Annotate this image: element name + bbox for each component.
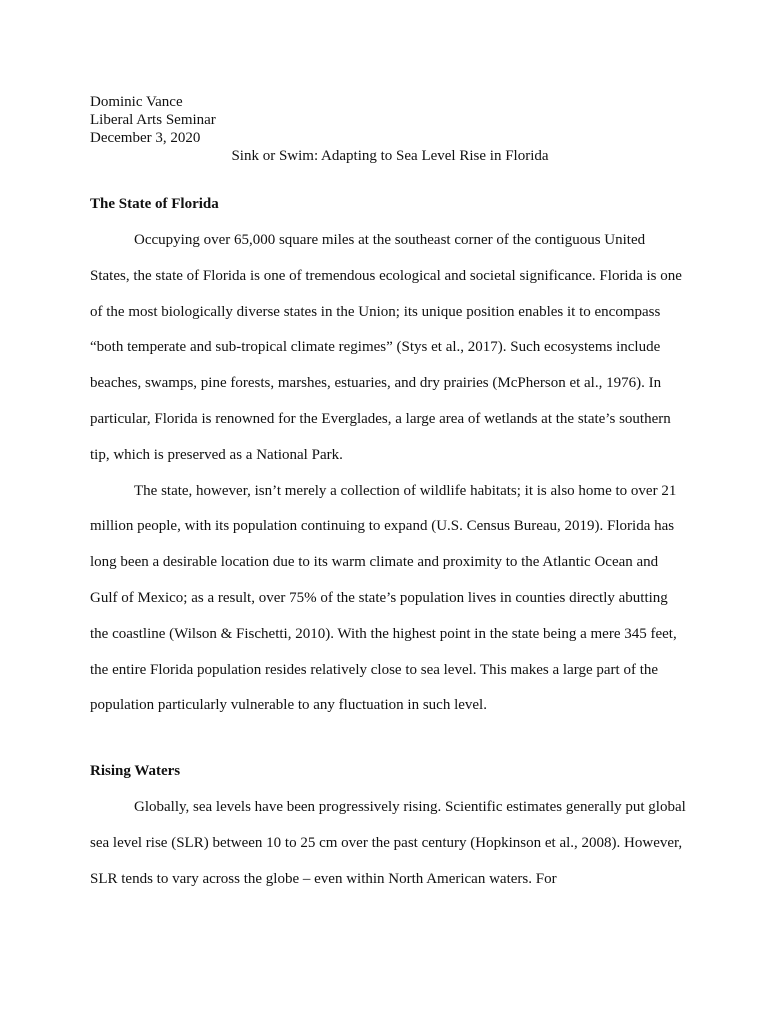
document-title: Sink or Swim: Adapting to Sea Level Rise in Florida [231,148,549,164]
body-paragraph: Occupying over 65,000 square miles at the southeast corner of the contiguous United States, the state of Florida is one of tremendous ecological and societal significance. Florida is one of the most biologically diverse states in the Union; its unique position enables it to encompass “both temperate and sub-tropical climate regimes” (Stys et al., 2017). Such ecosystems include beaches, swamps, pine forests, marshes, estuaries, and dry prairies (McPherson et al., 1976). In particular, Florida is renowned for the Everglades, a large area of wetlands at the state’s southern tip, which is preserved as a National Park. [90,232,682,463]
author-name: Dominic Vance [90,94,183,110]
document-date: December 3, 2020 [90,130,201,146]
body-paragraph: Globally, sea levels have been progressively rising. Scientific estimates generally put global sea level rise (SLR) between 10 to 25 cm over the past century (Hopkinson et al., 2008). However, SLR tends to vary across the globe – even within North American waters. For [90,799,686,887]
course-name: Liberal Arts Seminar [90,112,216,128]
body-paragraph: The state, however, isn’t merely a collection of wildlife habitats; it is also home to over 21 million people, with its population continuing to expand (U.S. Census Bureau, 2019). Florida has long been a desirable location due to its warm climate and proximity to the Atlantic Ocean and Gulf of Mexico; as a result, over 75% of the state’s population lives in counties directly abutting the coastline (Wilson & Fischetti, 2010). With the highest point in the state being a mere 345 feet, the entire Florida population resides relatively close to sea level. This makes a large part of the population particularly vulnerable to any fluctuation in such level. [90,482,677,714]
document-page [90,93,686,898]
section-heading-rising-waters: Rising Waters [90,763,181,780]
section-heading-state-of-florida: The State of Florida [90,196,219,212]
